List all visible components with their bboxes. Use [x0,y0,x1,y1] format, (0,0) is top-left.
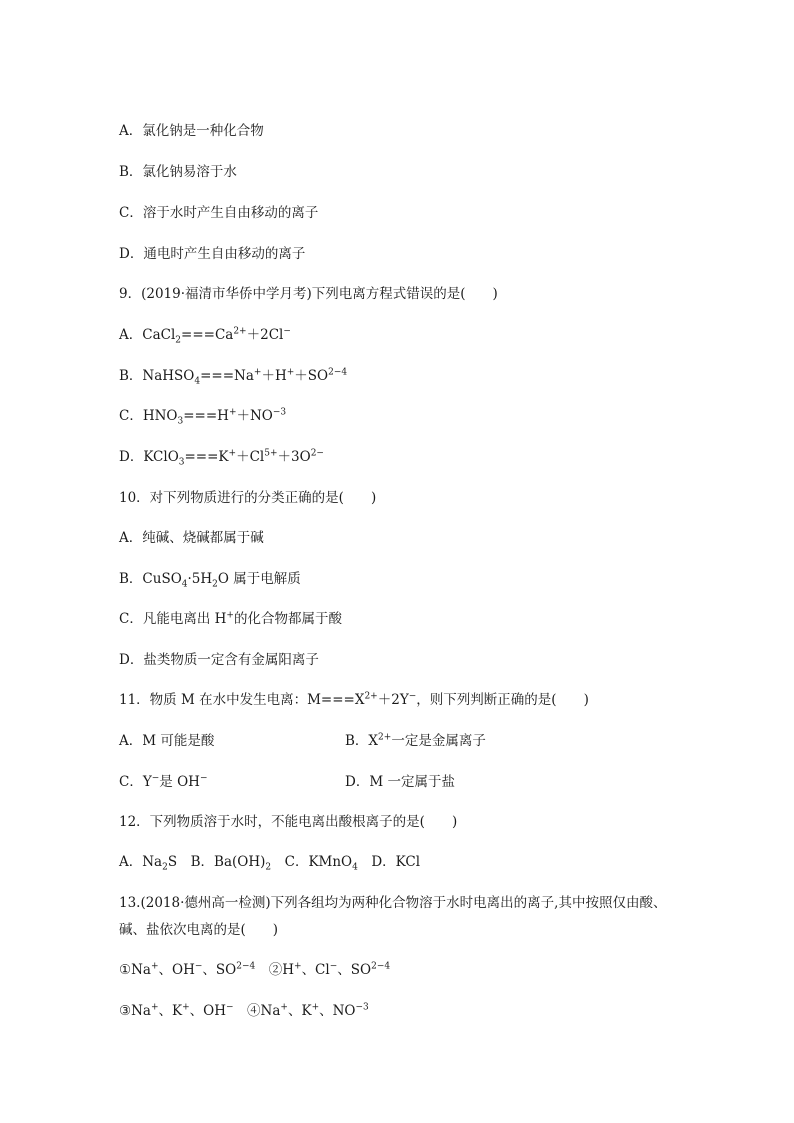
q10-option-b: B．$CuSO_4\cdot 5H_2O$ 属于电解质 [119,571,301,590]
q9-option-a: A．$CaCl_2===Ca^{2+}+2Cl^-$ [119,326,291,346]
q13-stem-line1: 13.(2018·德州高一检测)下列各组均为两种化合物溶于水时电离出的离子,其中按照仅由酸、 [119,895,667,911]
q9-option-b: B．$NaHSO_4===Na^++H^++SO^{2-4}$ [119,367,348,387]
q13-choice-line1: ①Na+、OH−、$SO^{2-4}$ ②H+、Cl−、$SO^{2-4}$ [119,961,391,978]
q11-option-c: C．Y−是 OH− [119,773,208,790]
q11-option-d: D．M 一定属于盐 [345,774,455,790]
q10-option-d: D．盐类物质一定含有金属阳离子 [119,652,319,668]
q9-option-d: D．$KClO_3===K^++Cl^{5+}+3O^{2-}$ [119,448,324,468]
q9-stem: 9．(2019·福清市华侨中学月考)下列电离方程式错误的是( ) [119,286,498,302]
q8-option-a: A．氯化钠是一种化合物 [119,123,264,139]
q13-stem-line2: 碱、盐依次电离的是( ) [119,922,279,938]
q10-stem: 10．对下列物质进行的分类正确的是( ) [119,490,377,506]
q11-option-a: A．M 可能是酸 [119,733,215,749]
q10-option-c: C．凡能电离出 H+的化合物都属于酸 [119,610,342,627]
q8-option-d: D．通电时产生自由移动的离子 [119,246,306,262]
q8-option-b: B．氯化钠易溶于水 [119,164,237,180]
q13-choice-line2: ③Na+、K+、OH− ④Na+、K+、$NO^{-3}$ [119,1002,369,1019]
q11-option-b: B．$X^{2+}$一定是金属离子 [345,732,486,749]
q8-option-c: C．溶于水时产生自由移动的离子 [119,205,319,221]
q10-option-a: A．纯碱、烧碱都属于碱 [119,530,264,546]
q11-stem: 11．物质 M 在水中发生电离：$M===X^{2+}+2Y^-$，则下列判断正确的是( ) [119,691,589,708]
q12-stem: 12．下列物质溶于水时，不能电离出酸根离子的是( ) [119,814,458,830]
q9-option-c: C．$HNO_3===H^++NO^{-3}$ [119,407,287,427]
q12-options: A．$Na_2S$ B．$Ba(OH)_2$ C．KMnO$_4$ D．KCl [119,854,421,873]
